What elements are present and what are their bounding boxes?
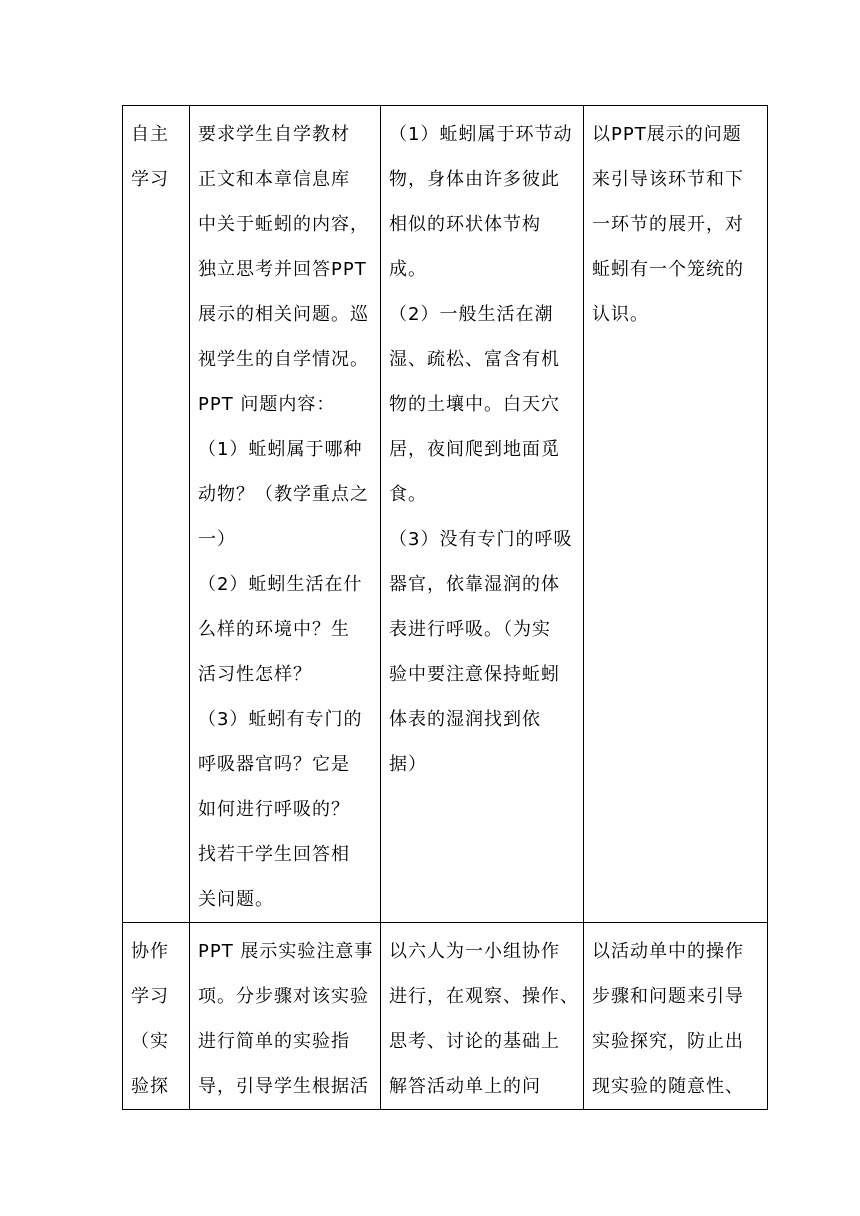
text-line: 展示的相关问题。巡 <box>198 304 369 325</box>
teacher-activity-cell <box>190 923 381 1110</box>
text-line: （2）蚯蚓生活在什 <box>198 574 363 595</box>
table-row-self-study <box>123 106 768 923</box>
text-line: 正文和本章信息库 <box>198 169 350 190</box>
student-activity-cell <box>381 106 584 923</box>
text-line: 项。分步骤对该实验 <box>198 986 369 1007</box>
student-activity-cell <box>381 923 584 1110</box>
text-line: 中关于蚯蚓的内容， <box>198 214 369 235</box>
text-line: 进行简单的实验指 <box>198 1031 350 1052</box>
text-line: （3）蚯蚓有专门的 <box>198 709 363 730</box>
text-line: 以PPT展示的问题 <box>592 124 742 145</box>
text-line: 要求学生自学教材 <box>198 124 350 145</box>
text-line: 一） <box>198 529 236 550</box>
text-line: （1）蚯蚓属于环节动 <box>389 124 573 145</box>
design-intent-cell <box>584 923 768 1110</box>
text-line: 解答活动单上的问 <box>389 1076 541 1097</box>
text-line: 验探 <box>131 1076 169 1097</box>
text-line: 如何进行呼吸的？ <box>198 799 350 820</box>
text-line: 体表的湿润找到依 <box>389 709 541 730</box>
text-line: 视学生的自学情况。 <box>198 349 369 370</box>
text-line: 么样的环境中？生 <box>198 619 350 640</box>
teacher-activity-cell <box>190 106 381 923</box>
text-line: 物的土壤中。白天穴 <box>389 394 560 415</box>
text-line: 呼吸器官吗？它是 <box>198 754 350 775</box>
text-line: 导，引导学生根据活 <box>198 1076 369 1097</box>
text-line: （3）没有专门的呼吸 <box>389 529 573 550</box>
text-line: 居，夜间爬到地面觅 <box>389 439 560 460</box>
text-line: 协作 <box>131 941 169 962</box>
text-line: （实 <box>131 1031 169 1052</box>
table-row-cooperative-study <box>123 923 768 1110</box>
text-line: 器官，依靠湿润的体 <box>389 574 560 595</box>
text-line: 相似的环状体节构 <box>389 214 541 235</box>
text-line: 动物？（教学重点之 <box>198 484 369 505</box>
text-line: 找若干学生回答相 <box>198 844 350 865</box>
text-line: 成。 <box>389 259 427 280</box>
text-line: （2）一般生活在潮 <box>389 304 554 325</box>
text-line: 据） <box>389 754 427 775</box>
text-line: 物，身体由许多彼此 <box>389 169 560 190</box>
text-line: 验中要注意保持蚯蚓 <box>389 664 560 685</box>
text-line: 独立思考并回答PPT <box>198 259 367 280</box>
stage-cell <box>123 106 190 923</box>
text-line: 以六人为一小组协作 <box>389 941 560 962</box>
text-line: 关问题。 <box>198 889 274 910</box>
design-intent-cell <box>584 106 768 923</box>
text-line: PPT 展示实验注意事 <box>198 941 374 962</box>
text-line: 以活动单中的操作 <box>592 941 744 962</box>
stage-cell <box>123 923 190 1110</box>
text-line: 学习 <box>131 986 169 1007</box>
text-line: 食。 <box>389 484 427 505</box>
text-line: 表进行呼吸。（为实 <box>389 619 551 640</box>
text-line: 蚯蚓有一个笼统的 <box>592 259 744 280</box>
text-line: （1）蚯蚓属于哪种 <box>198 439 363 460</box>
text-line: 自主 <box>131 124 169 145</box>
text-line: PPT 问题内容： <box>198 394 336 415</box>
text-line: 学习 <box>131 169 169 190</box>
text-line: 湿、疏松、富含有机 <box>389 349 560 370</box>
text-line: 现实验的随意性、 <box>592 1076 744 1097</box>
lesson-plan-table <box>122 105 768 1110</box>
text-line: 活习性怎样？ <box>198 664 312 685</box>
text-line: 思考、讨论的基础上 <box>389 1031 560 1052</box>
text-line: 一环节的展开，对 <box>592 214 744 235</box>
text-line: 来引导该环节和下 <box>592 169 744 190</box>
text-line: 认识。 <box>592 304 649 325</box>
text-line: 进行，在观察、操作、 <box>389 986 579 1007</box>
text-line: 实验探究，防止出 <box>592 1031 744 1052</box>
text-line: 步骤和问题来引导 <box>592 986 744 1007</box>
